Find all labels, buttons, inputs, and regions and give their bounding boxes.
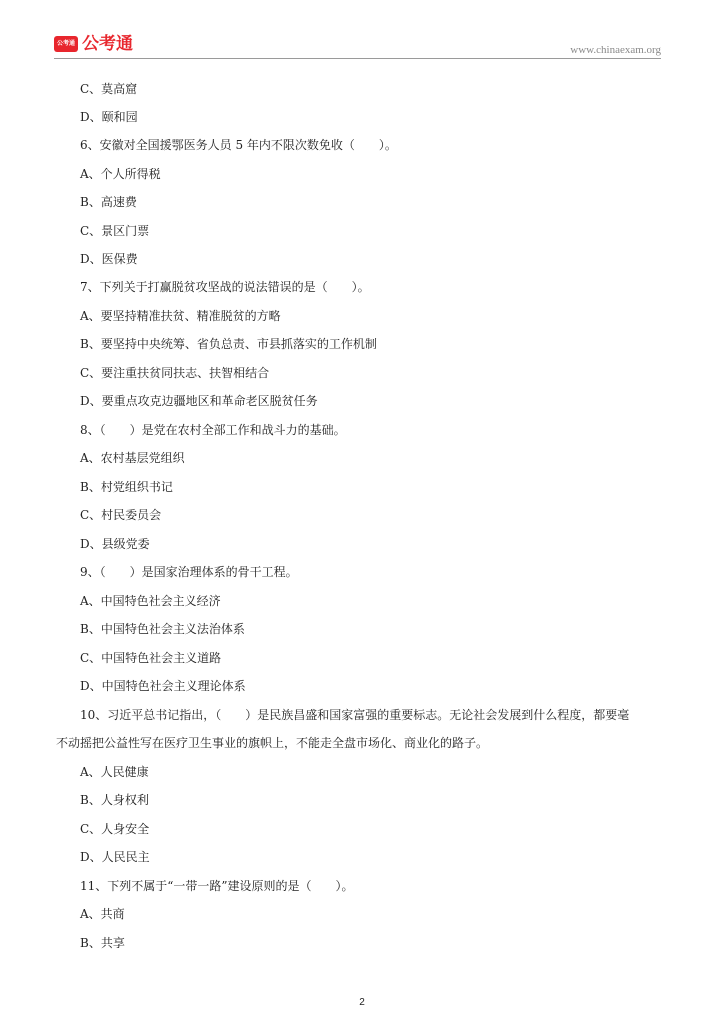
option-line: C、人身安全 <box>80 822 150 836</box>
logo-badge: 公考通 <box>54 36 78 52</box>
page-header <box>54 32 661 59</box>
option-line: B、村党组织书记 <box>80 480 173 494</box>
logo-text: 公考通 <box>82 34 133 54</box>
brand-logo[interactable] <box>54 35 133 53</box>
question-line: 6、安徽对全国援鄂医务人员 5 年内不限次数免收（ ）。 <box>80 138 397 152</box>
question-line: 11、下列不属于“一带一路”建设原则的是（ ）。 <box>80 879 354 893</box>
option-line: D、县级党委 <box>80 537 150 551</box>
question-line: 8、（ ）是党在农村全部工作和战斗力的基础。 <box>80 423 346 437</box>
option-line: D、医保费 <box>80 252 138 266</box>
question-line-continued: 不动摇把公益性写在医疗卫生事业的旗帜上，不能走全盘市场化、商业化的路子。 <box>56 736 489 750</box>
site-url: www.chinaexam.org <box>570 44 661 56</box>
option-line: A、中国特色社会主义经济 <box>80 594 221 608</box>
option-line: D、要重点攻克边疆地区和革命老区脱贫任务 <box>80 394 318 408</box>
page-number: 2 <box>359 997 365 1008</box>
option-line: B、要坚持中央统筹、省负总责、市县抓落实的工作机制 <box>80 337 377 351</box>
option-line: B、共享 <box>80 936 125 950</box>
option-line: A、个人所得税 <box>80 167 161 181</box>
option-line: A、要坚持精准扶贫、精准脱贫的方略 <box>80 309 281 323</box>
option-line: A、人民健康 <box>80 765 149 779</box>
question-line: 10、习近平总书记指出，（ ）是民族昌盛和国家富强的重要标志。无论社会发展到什么程度，都要毫 <box>80 708 630 722</box>
question-line: 9、（ ）是国家治理体系的骨干工程。 <box>80 565 298 579</box>
option-line: B、高速费 <box>80 195 137 209</box>
option-line: A、农村基层党组织 <box>80 451 185 465</box>
option-line: A、共商 <box>80 907 125 921</box>
option-line: D、人民民主 <box>80 850 150 864</box>
option-line: C、中国特色社会主义道路 <box>80 651 222 665</box>
option-line: C、村民委员会 <box>80 508 162 522</box>
option-line: B、中国特色社会主义法治体系 <box>80 622 245 636</box>
option-line: D、中国特色社会主义理论体系 <box>80 679 246 693</box>
option-line: C、景区门票 <box>80 224 150 238</box>
option-line: C、要注重扶贫同扶志、扶智相结合 <box>80 366 270 380</box>
option-line: B、人身权利 <box>80 793 149 807</box>
option-line: C、莫高窟 <box>80 82 138 96</box>
option-line: D、颐和园 <box>80 110 138 124</box>
question-line: 7、下列关于打赢脱贫攻坚战的说法错误的是（ ）。 <box>80 280 370 294</box>
